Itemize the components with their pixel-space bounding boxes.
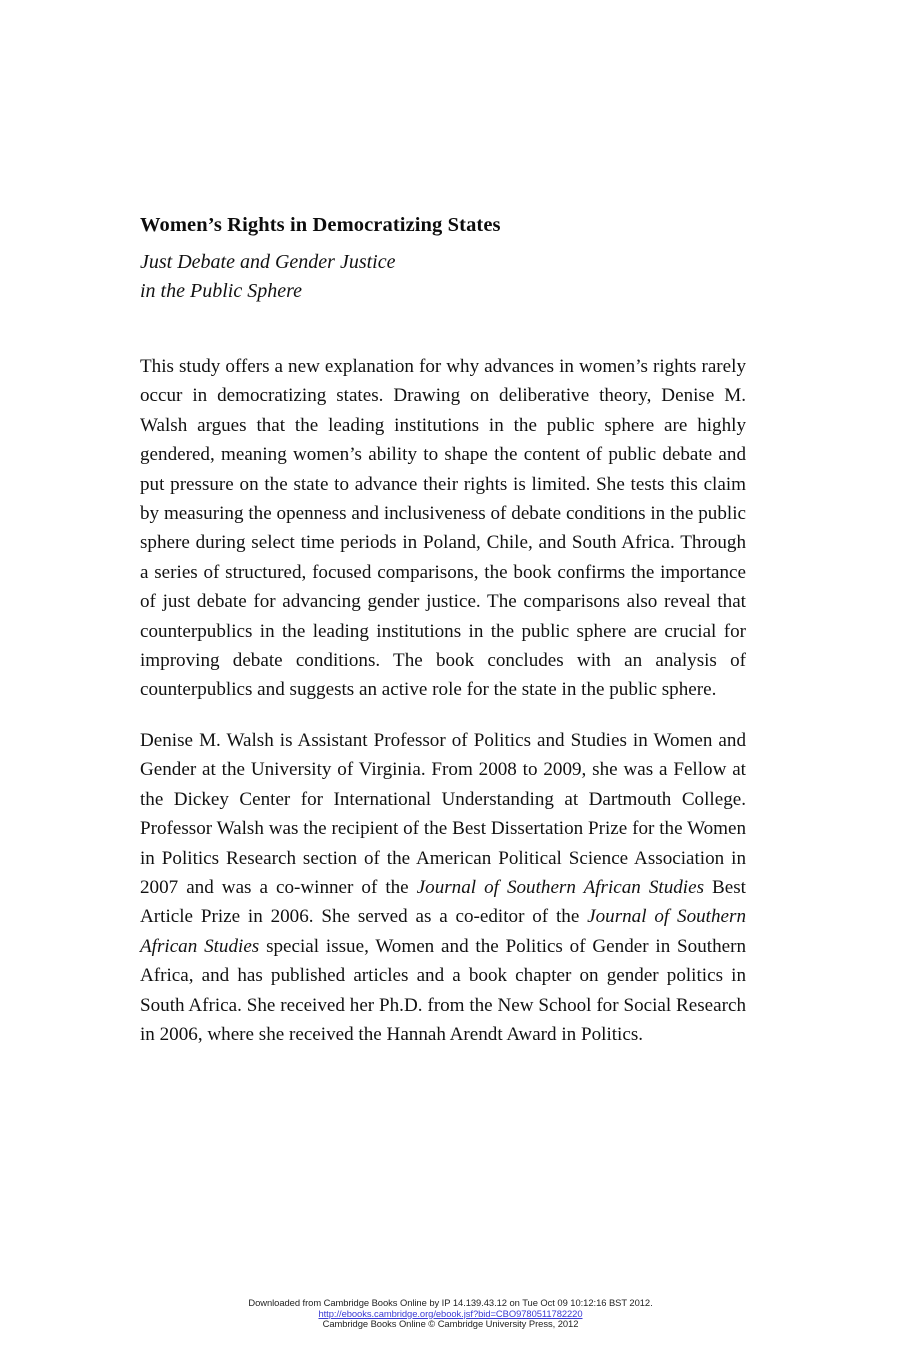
- author-bio-text-2: Best Article Prize in 2006. She served as a co-editor of the: [140, 876, 746, 928]
- book-title: Women’s Rights in Democratizing States: [140, 214, 501, 236]
- author-bio-text-3: special issue, Women and the Politics of Gender in Southern Africa, and has published articles and a book chapter on gender politics in South Africa. She received her Ph.D. from the New School for Social Research in 2006, where she received the Hannah Arendt Award in Politics.: [140, 935, 746, 1045]
- author-bio-text-1: Denise M. Walsh is Assistant Professor of Politics and Studies in Women and Gender at the University of Virginia. From 2008 to 2009, she was a Fellow at the Dickey Center for International Understanding at Dartmouth College. Professor Walsh was the recipient of the Best Dissertation Prize for the Women in Politics Research section of the American Political Science Association in 2007 and was a co-winner of the: [140, 729, 746, 898]
- copyright-line: Cambridge Books Online © Cambridge University Press, 2012: [322, 1318, 579, 1330]
- body-block: [140, 352, 746, 1049]
- author-bio-paragraph: [140, 726, 746, 1049]
- blurb-paragraph: [140, 352, 746, 705]
- download-watermark-footer: [0, 1298, 901, 1329]
- journal-title-1: Journal of Southern African Studies: [416, 876, 705, 898]
- book-subtitle: [140, 248, 750, 306]
- book-subtitle-line-1: Just Debate and Gender Justice: [140, 251, 396, 274]
- book-subtitle-line-2: in the Public Sphere: [140, 280, 302, 303]
- ebook-url-link[interactable]: http://ebooks.cambridge.org/ebook.jsf?bid=CBO9780511782220: [318, 1307, 583, 1319]
- title-block: [140, 212, 750, 306]
- download-info-line: Downloaded from Cambridge Books Online by IP 14.139.43.12 on Tue Oct 09 10:12:16 BST 2012.: [248, 1297, 653, 1308]
- blurb-text: This study offers a new explanation for why advances in women’s rights rarely occur in democratizing states. Drawing on deliberative theory, Denise M. Walsh argues that the leading institutions in the public sphere are highly gendered, meaning women’s ability to shape the content of public debate and put pressure on the state to advance their rights is limited. She tests this claim by measuring the openness and inclusiveness of debate conditions in the public sphere during select time periods in Poland, Chile, and South Africa. Through a series of structured, focused comparisons, the book confirms the importance of just debate for advancing gender justice. The comparisons also reveal that counterpublics in the leading institutions in the public sphere are crucial for improving debate conditions. The book concludes with an analysis of counterpublics and suggests an active role for the state in the public sphere.: [140, 356, 746, 701]
- journal-title-2: Journal of Southern African Studies: [140, 906, 746, 957]
